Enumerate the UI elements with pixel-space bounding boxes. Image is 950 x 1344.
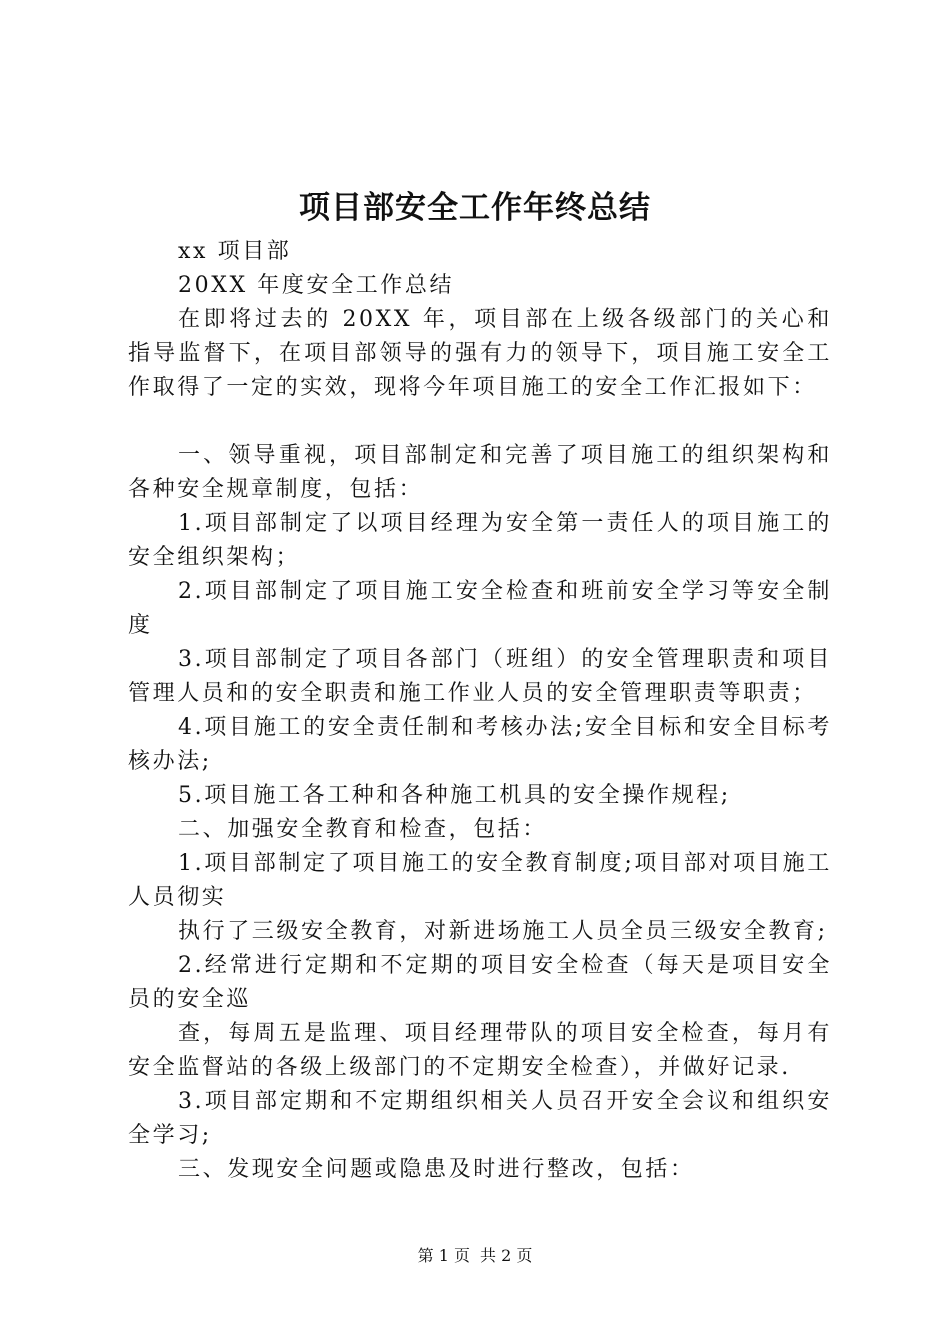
page-footer (0, 1245, 950, 1267)
paragraph-item: 1.项目部制定了以项目经理为安全第一责任人的项目施工的安全组织架构； (128, 511, 832, 570)
document-body (128, 235, 832, 1187)
paragraph-department: xx 项目部 (178, 239, 292, 264)
paragraph-item: 1.项目部制定了项目施工的安全教育制度;项目部对项目施工人员彻实 (128, 851, 832, 910)
paragraph-section-3: 三、发现安全问题或隐患及时进行整改，包括： (178, 1157, 695, 1182)
paragraph-item: 4.项目施工的安全责任制和考核办法;安全目标和安全目标考核办法; (128, 715, 832, 774)
paragraph-section-1: 一、领导重视，项目部制定和完善了项目施工的组织架构和各种安全规章制度，包括： (128, 443, 832, 502)
paragraph-item: 2.项目部制定了项目施工安全检查和班前安全学习等安全制度 (128, 579, 832, 638)
page-total: 共 2 页 (480, 1246, 533, 1265)
paragraph-subtitle: 20XX 年度安全工作总结 (178, 273, 455, 298)
paragraph-item: 查，每周五是监理、项目经理带队的项目安全检查，每月有安全监督站的各级上级部门的不定期安全检查），并做好记录. (128, 1021, 832, 1080)
document-title: 项目部安全工作年终总结 (299, 190, 651, 226)
paragraph-intro: 在即将过去的 20XX 年，项目部在上级各级部门的关心和指导监督下，在项目部领导的强有力的领导下，项目施工安全工作取得了一定的实效，现将今年项目施工的安全工作汇报如下： (128, 307, 832, 400)
paragraph-item: 5.项目施工各工种和各种施工机具的安全操作规程; (178, 783, 731, 808)
page-number: 第 1 页 (417, 1246, 470, 1265)
paragraph-item: 执行了三级安全教育，对新进场施工人员全员三级安全教育; (178, 919, 828, 944)
paragraph-item: 3.项目部制定了项目各部门（班组）的安全管理职责和项目管理人员和的安全职责和施工作业人员的安全管理职责等职责； (128, 647, 832, 706)
paragraph-item: 3.项目部定期和不定期组织相关人员召开安全会议和组织安全学习; (128, 1089, 832, 1148)
paragraph-item: 2.经常进行定期和不定期的项目安全检查（每天是项目安全员的安全巡 (128, 953, 832, 1012)
paragraph-section-2: 二、加强安全教育和检查，包括： (178, 817, 548, 842)
